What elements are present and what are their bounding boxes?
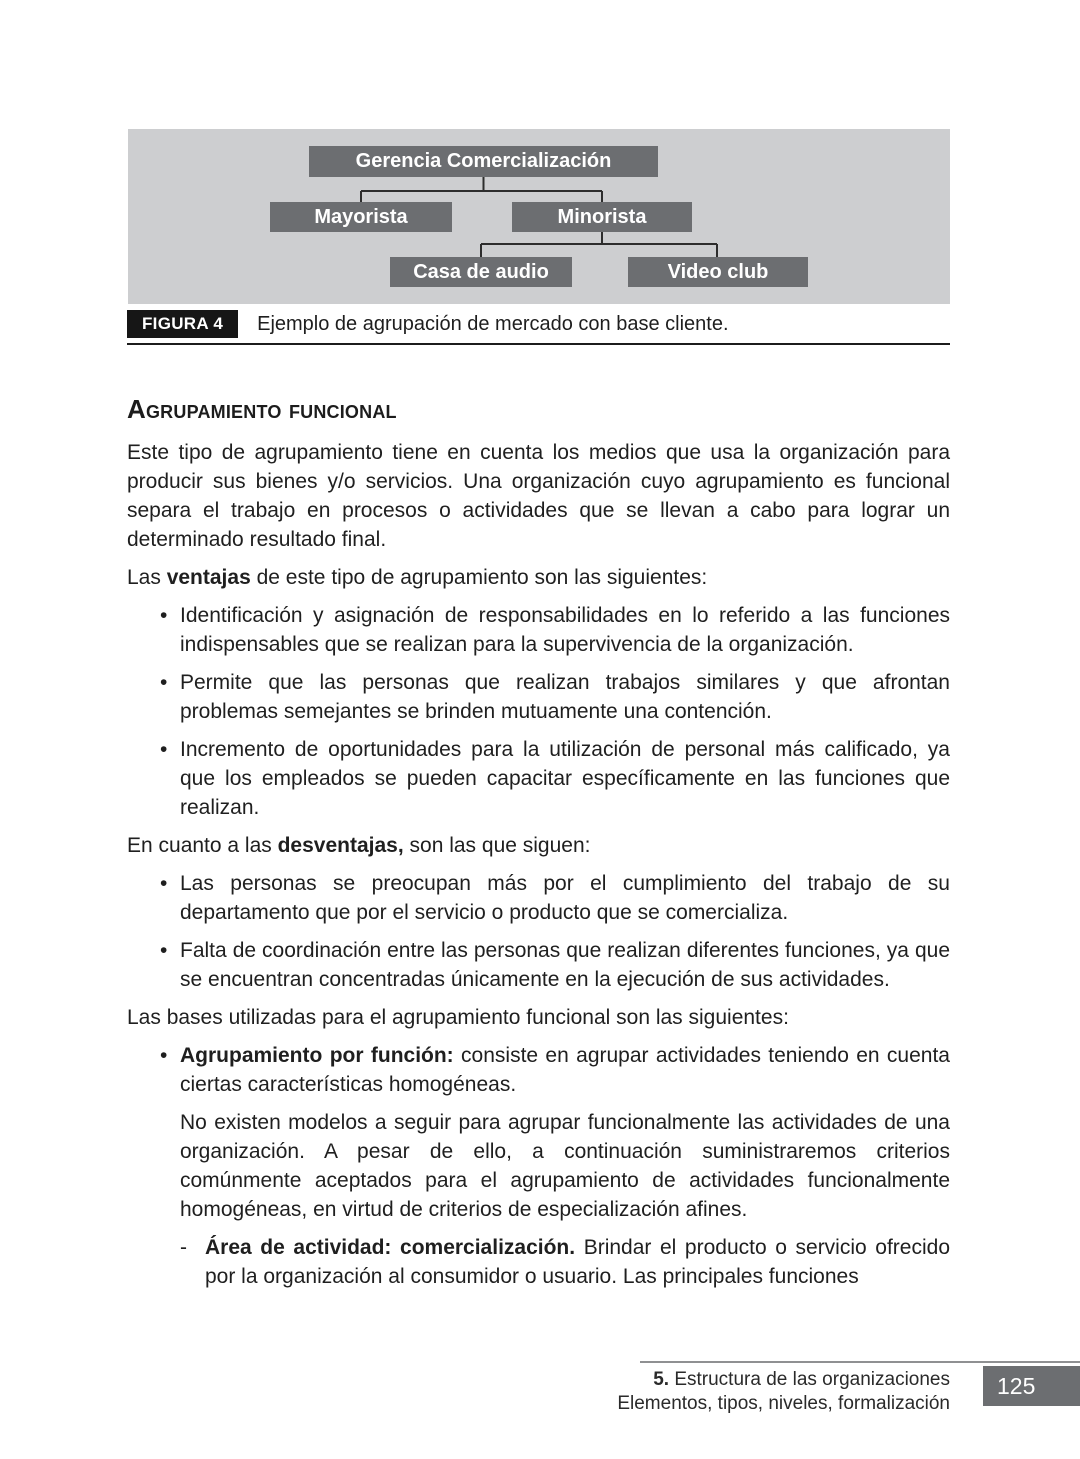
footer-chapter-number: 5. bbox=[653, 1369, 670, 1390]
org-node-minorista: Minorista bbox=[512, 202, 692, 232]
ventajas-lead-pre: Las bbox=[127, 566, 167, 589]
footer-chapter-subtitle: Elementos, tipos, niveles, formalización bbox=[617, 1393, 950, 1414]
org-node-mayorista: Mayorista bbox=[270, 202, 452, 232]
figure-caption-text: Ejemplo de agrupación de mercado con base cliente. bbox=[257, 312, 729, 335]
page-number-box bbox=[983, 1366, 1080, 1406]
desventajas-lead-bold: desventajas, bbox=[277, 834, 404, 857]
ventajas-lead-bold: ventajas bbox=[166, 566, 251, 589]
desventajas-lead bbox=[127, 831, 950, 860]
org-node-casa-de-audio: Casa de audio bbox=[390, 257, 572, 287]
area-actividad-item bbox=[127, 1233, 950, 1291]
footer-chapter-info bbox=[390, 1368, 950, 1416]
bases-note: No existen modelos a seguir para agrupar funcionalmente las actividades de una organización. A pesar de ello, a continuación suministraremos criterios comúnmente aceptados para el agrupamiento de actividades funcionalmente homogéneas, en virtud de criterios de especialización afines. bbox=[180, 1111, 950, 1221]
org-node-gerencia-comercializacion: Gerencia Comercialización bbox=[309, 146, 658, 177]
list-item: • Permite que las personas que realizan trabajos similares y que afrontan problemas semejantes se brinden mutuamente una contención. bbox=[127, 668, 950, 726]
footer-chapter-line bbox=[390, 1368, 950, 1392]
figure-label: FIGURA 4 bbox=[127, 310, 238, 338]
ventajas-lead bbox=[127, 563, 950, 592]
bases-lead: Las bases utilizadas para el agrupamiento funcional son las siguientes: bbox=[127, 1006, 789, 1029]
list-item: • Las personas se preocupan más por el cumplimiento del trabajo de su departamento que por el servicio o producto que se comercializa. bbox=[127, 869, 950, 927]
bases-item-bold: Agrupamiento por función: bbox=[180, 1044, 454, 1067]
list-item: • Incremento de oportunidades para la utilización de personal más calificado, ya que los empleados se pueden capacitar específicamente en las funciones que realizan. bbox=[127, 735, 950, 822]
figure-caption bbox=[127, 310, 950, 345]
page-content bbox=[127, 394, 950, 1300]
list-item bbox=[127, 1041, 950, 1099]
area-actividad-text: Brindar el producto o servicio ofrecido por la organización al consumidor o usuario. Las principales funciones bbox=[205, 1236, 950, 1288]
desventajas-lead-pre: En cuanto a las bbox=[127, 834, 278, 857]
dash-marker: - bbox=[180, 1236, 187, 1259]
section-heading: Agrupamiento funcional bbox=[127, 394, 397, 424]
footer-divider bbox=[640, 1361, 1080, 1363]
org-node-video-club: Video club bbox=[628, 257, 808, 287]
intro-paragraph: Este tipo de agrupamiento tiene en cuenta los medios que usa la organización para producir sus bienes y/o servicios. Una organización cuyo agrupamiento es funcional separa el trabajo en procesos o actividades que se llevan a cabo para lograr un determinado resultado final. bbox=[127, 441, 950, 551]
area-actividad-bold: Área de actividad: comercialización. bbox=[205, 1236, 576, 1259]
list-item: • Falta de coordinación entre las personas que realizan diferentes funciones, ya que se encuentran concentradas únicamente en la ejecución de sus actividades. bbox=[127, 936, 950, 994]
page-number: 125 bbox=[997, 1372, 1036, 1399]
bases-list bbox=[127, 1041, 950, 1099]
desventajas-lead-post: son las que siguen: bbox=[403, 834, 591, 857]
footer-chapter-title: Estructura de las organizaciones bbox=[669, 1369, 950, 1390]
ventajas-lead-post: de este tipo de agrupamiento son las siguientes: bbox=[250, 566, 708, 589]
list-item: • Identificación y asignación de responsabilidades en lo referido a las funciones indispensables que se realizan para la supervivencia de la organización. bbox=[127, 601, 950, 659]
bases-item-text: consiste en agrupar actividades teniendo en cuenta ciertas características homogéneas. bbox=[180, 1044, 950, 1096]
figure-panel bbox=[128, 129, 950, 304]
ventajas-list bbox=[127, 601, 950, 822]
desventajas-list bbox=[127, 869, 950, 994]
